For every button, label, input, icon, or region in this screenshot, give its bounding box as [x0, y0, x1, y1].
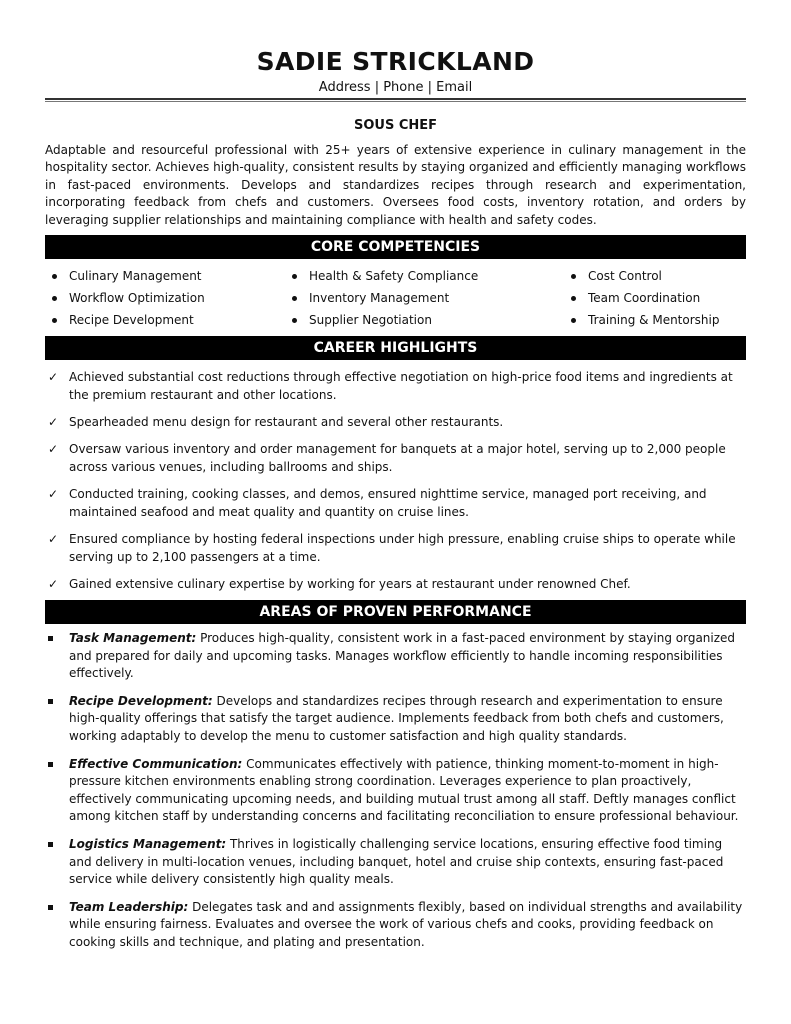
checkmark-icon: ✓ — [48, 370, 59, 385]
performance-text: Produces high-quality, consistent work in a fast-paced environment by staying organized and prepared for daily and upcoming tasks. Manages workflow efficiently to handle incoming responsibilities effectively. — [69, 631, 736, 681]
square-bullet-icon — [48, 636, 53, 641]
highlight-text: Ensured compliance by hosting federal inspections under high pressure, enabling cruise ships to operate while serving up to 2,100 passengers at a time. — [69, 532, 736, 565]
list-item — [45, 836, 746, 889]
highlight-text: Achieved substantial cost reductions through effective negotiation on high-price food items and ingredients at the premium restaurant and other locations. — [69, 370, 733, 403]
performance-text: Delegates task and and assignments flexibly, based on individual strengths and availability while ensuring fairness. Evaluates and oversee the work of various chefs and cooks, providing feedback on cooking skills and technique, and plating and presentation. — [69, 899, 743, 949]
contact-line: Address | Phone | Email — [318, 80, 473, 95]
list-item — [45, 756, 746, 826]
list-item — [45, 485, 746, 521]
list-item — [45, 440, 746, 476]
performance-lead: Logistics Management: — [69, 836, 227, 851]
performance-text: Develops and standardizes recipes through research and experimentation to ensure high-quality offerings that satisfy the target audience. Implements feedback from both chefs and customers, working adaptably to develop the menu to customer satisfaction and high quality standards. — [69, 693, 724, 743]
performance-list — [45, 630, 746, 952]
section-heading-performance: AREAS OF PROVEN PERFORMANCE — [45, 600, 746, 624]
competency-item: Training & Mentorship — [564, 312, 746, 334]
square-bullet-icon — [48, 905, 53, 910]
highlight-text: Oversaw various inventory and order management for banquets at a major hotel, serving up to 2,000 people across various venues, including ballrooms and ships. — [69, 442, 726, 475]
professional-summary: Adaptable and resourceful professional with 25+ years of extensive experience in culinary management in the hospitality sector. Achieves high-quality, consistent results by staying organized and efficiently managing workflows in fast-paced environments. Develops and standardizes recipes through research and experimentation, incorporating feedback from chefs and customers. Oversees food costs, inventory rotation, and orders by leveraging supplier relationships and maintaining compliance with health and safety codes. — [45, 143, 746, 227]
header-divider — [45, 98, 746, 102]
section-heading-highlights: CAREER HIGHLIGHTS — [45, 336, 746, 360]
list-item — [45, 413, 746, 431]
competency-item: Health & Safety Compliance — [285, 268, 564, 290]
performance-lead: Recipe Development: — [69, 693, 213, 708]
job-title: SOUS CHEF — [353, 118, 438, 133]
square-bullet-icon — [48, 842, 53, 847]
competency-item: Team Coordination — [564, 290, 746, 312]
section-heading-competencies: CORE COMPETENCIES — [45, 235, 746, 259]
competencies-grid — [45, 268, 746, 334]
competency-item: Cost Control — [564, 268, 746, 290]
candidate-name: SADIE STRICKLAND — [256, 47, 535, 76]
square-bullet-icon — [48, 762, 53, 767]
performance-text: Communicates effectively with patience, thinking moment-to-moment in high-pressure kitchen environments enabling strong coordination. Leverages experience to plan proactively, effectively communicating upcoming needs, and building mutual trust among all staff. Deftly manages conflict among kitchen staff by understanding concerns and facilitating reconciliation to ensure professional behaviour. — [69, 756, 739, 824]
list-item — [45, 575, 746, 593]
performance-lead: Effective Communication: — [69, 756, 243, 771]
list-item — [45, 630, 746, 683]
performance-lead: Team Leadership: — [69, 899, 189, 914]
checkmark-icon: ✓ — [48, 577, 59, 592]
checkmark-icon: ✓ — [48, 487, 59, 502]
highlight-text: Gained extensive culinary expertise by working for years at restaurant under renowned Chef. — [69, 577, 631, 592]
competency-item: Supplier Negotiation — [285, 312, 564, 334]
competency-item: Recipe Development — [45, 312, 285, 334]
highlights-list — [45, 368, 746, 593]
competencies-column-3 — [564, 268, 746, 334]
competency-item: Workflow Optimization — [45, 290, 285, 312]
competencies-column-2 — [285, 268, 564, 334]
resume-page — [45, 44, 746, 962]
list-item — [45, 368, 746, 404]
competency-item: Inventory Management — [285, 290, 564, 312]
list-item — [45, 530, 746, 566]
checkmark-icon: ✓ — [48, 442, 59, 457]
competency-item: Culinary Management — [45, 268, 285, 290]
performance-lead: Task Management: — [69, 631, 197, 646]
list-item — [45, 693, 746, 746]
list-item — [45, 899, 746, 952]
checkmark-icon: ✓ — [48, 532, 59, 547]
highlight-text: Conducted training, cooking classes, and demos, ensured nighttime service, managed port receiving, and maintained seafood and meat quality and quantity on cruise lines. — [69, 487, 707, 520]
competencies-column-1 — [45, 268, 285, 334]
highlight-text: Spearheaded menu design for restaurant and several other restaurants. — [69, 415, 504, 430]
checkmark-icon: ✓ — [48, 415, 59, 430]
square-bullet-icon — [48, 699, 53, 704]
performance-text: Thrives in logistically challenging service locations, ensuring effective food timing and delivery in multi-location venues, including banquet, hotel and cruise ship contexts, ensuring fast-paced service while delivery consistently high quality meals. — [69, 836, 724, 887]
